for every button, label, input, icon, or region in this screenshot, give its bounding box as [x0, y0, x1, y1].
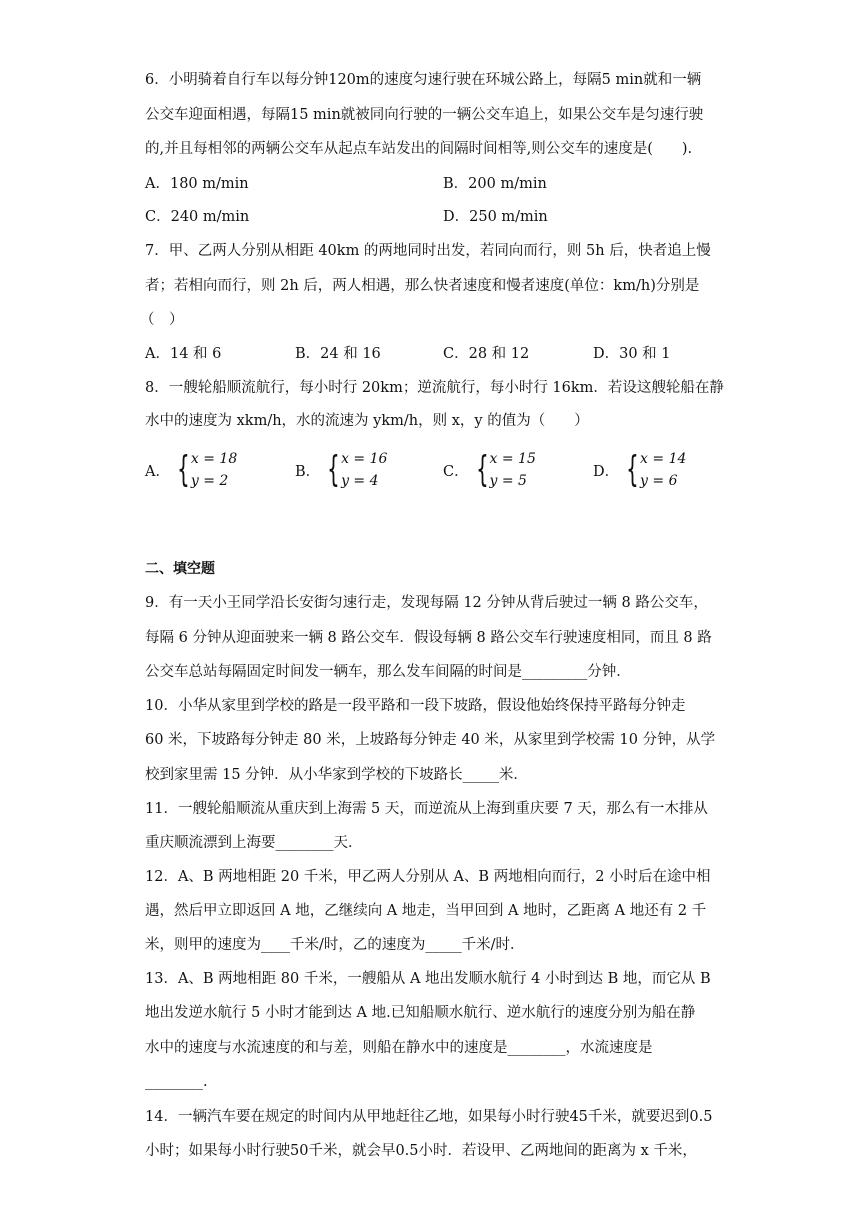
q7-line1: 7．甲、乙两人分别从相距 40km 的两地同时出发，若同向而行，则 5h 后，快者追上慢 [145, 243, 711, 259]
q9-line3: 公交车总站每隔固定时间发一辆车，那么发车间隔的时间是_________分钟． [145, 664, 631, 680]
q8-option-d-eq1: x = 14 [640, 451, 687, 467]
q7-option-d: D．30 和 1 [593, 346, 671, 362]
q6-line1: 6．小明骑着自行车以每分钟120m的速度匀速行驶在环城公路上，每隔5 min就和一辆 [145, 72, 702, 88]
q10-line1: 10．小华从家里到学校的路是一段平路和一段下坡路，假设他始终保持平路每分钟走 [145, 698, 686, 714]
q8-option-c-label: C． [443, 463, 469, 480]
q7-line3: （ ） [140, 312, 184, 328]
q8-option-d-eq2: y = 6 [640, 473, 678, 489]
q8-option-b-eq1: x = 16 [341, 451, 388, 467]
q9-line1: 9．有一天小王同学沿长安街匀速行走，发现每隔 12 分钟从背后驶过一辆 8 路公交车， [145, 595, 708, 611]
q8-option-c-eq1: x = 15 [489, 451, 536, 467]
brace-symbol: { [626, 449, 639, 490]
brace-symbol: { [475, 449, 489, 490]
q8-option-b-eq2: y = 4 [341, 473, 379, 489]
q8-option-a-eq2: y = 2 [190, 473, 229, 489]
q8-option-c [443, 448, 536, 492]
q7-option-c: C．28 和 12 [443, 346, 530, 362]
q6-option-b: B．200 m/min [443, 176, 547, 192]
q8-option-b [295, 448, 387, 492]
q12-line2: 遇，然后甲立即返回 A 地，乙继续向 A 地走，当甲回到 A 地时，乙距离 A 地还有 2 千 [145, 903, 707, 919]
q12-line3: 米，则甲的速度为____千米/时，乙的速度为_____千米/时． [145, 937, 525, 953]
q13-line3: 水中的速度与水流速度的和与差，则船在静水中的速度是________，水流速度是 [145, 1040, 653, 1056]
q14-line1: 14．一辆汽车要在规定的时间内从甲地赶往乙地，如果每小时行驶45千米，就要迟到0.5 [145, 1109, 713, 1125]
q8-option-a [145, 448, 237, 492]
brace-symbol: { [177, 449, 190, 490]
q8-option-d [593, 448, 686, 492]
q8-line1: 8．一艘轮船顺流航行，每小时行 20km；逆流航行，每小时行 16km．若设这艘轮船在静 [145, 380, 724, 396]
q7-line2: 者；若相向而行，则 2h 后，两人相遇，那么快者速度和慢者速度(单位：km/h)分别是 [145, 278, 700, 294]
q8-option-b-label: B． [295, 463, 321, 480]
q8-option-d-label: D． [593, 463, 620, 480]
q11-line2: 重庆顺流漂到上海要________天． [145, 835, 363, 851]
q6-option-a: A．180 m/min [145, 176, 249, 192]
q12-line1: 12．A、B 两地相距 20 千米，甲乙两人分别从 A、B 两地相向而行，2 小时后在途中相 [145, 869, 711, 885]
section-heading: 二、填空题 [145, 561, 215, 577]
q13-line1: 13．A、B 两地相距 80 千米，一艘船从 A 地出发顺水航行 4 小时到达 B 地，而它从 B [145, 971, 711, 987]
q6-option-d: D．250 m/min [443, 209, 548, 225]
q7-option-b: B．24 和 16 [295, 346, 381, 362]
q14-line2: 小时；如果每小时行驶50千米，就会早0.5小时．若设甲、乙两地间的距离为 x 千米， [145, 1143, 697, 1159]
q13-line4: ________. [145, 1074, 208, 1090]
q7-option-a: A．14 和 6 [145, 346, 222, 362]
q8-line2: 水中的速度为 xkm/h，水的流速为 ykm/h，则 x，y 的值为（ ） [145, 413, 589, 429]
q9-line2: 每隔 6 分钟从迎面驶来一辆 8 路公交车．假设每辆 8 路公交车行驶速度相同，而且 8 路 [145, 630, 712, 646]
q11-line1: 11．一艘轮船顺流从重庆到上海需 5 天，而逆流从上海到重庆要 7 天，那么有一木排从 [145, 801, 708, 817]
q6-option-c: C．240 m/min [145, 209, 250, 225]
q13-line2: 地出发逆水航行 5 小时才能到达 A 地.已知船顺水航行、逆水航行的速度分别为船在静 [145, 1005, 696, 1021]
q10-line3: 校到家里需 15 分钟．从小华家到学校的下坡路长_____米． [145, 767, 528, 783]
q10-line2: 60 米，下坡路每分钟走 80 米，上坡路每分钟走 40 米，从家里到学校需 10 分钟，从学 [145, 732, 716, 748]
q8-option-c-eq2: y = 5 [489, 473, 527, 489]
q8-option-a-eq1: x = 18 [190, 451, 238, 467]
q8-option-a-label: A． [145, 463, 170, 480]
q6-line2: 公交车迎面相遇，每隔15 min就被同向行驶的一辆公交车追上，如果公交车是匀速行驶 [145, 107, 704, 123]
brace-symbol: { [327, 449, 340, 490]
q6-line3: 的,并且每相邻的两辆公交车从起点车站发出的间隔时间相等,则公交车的速度是( ). [145, 141, 693, 157]
